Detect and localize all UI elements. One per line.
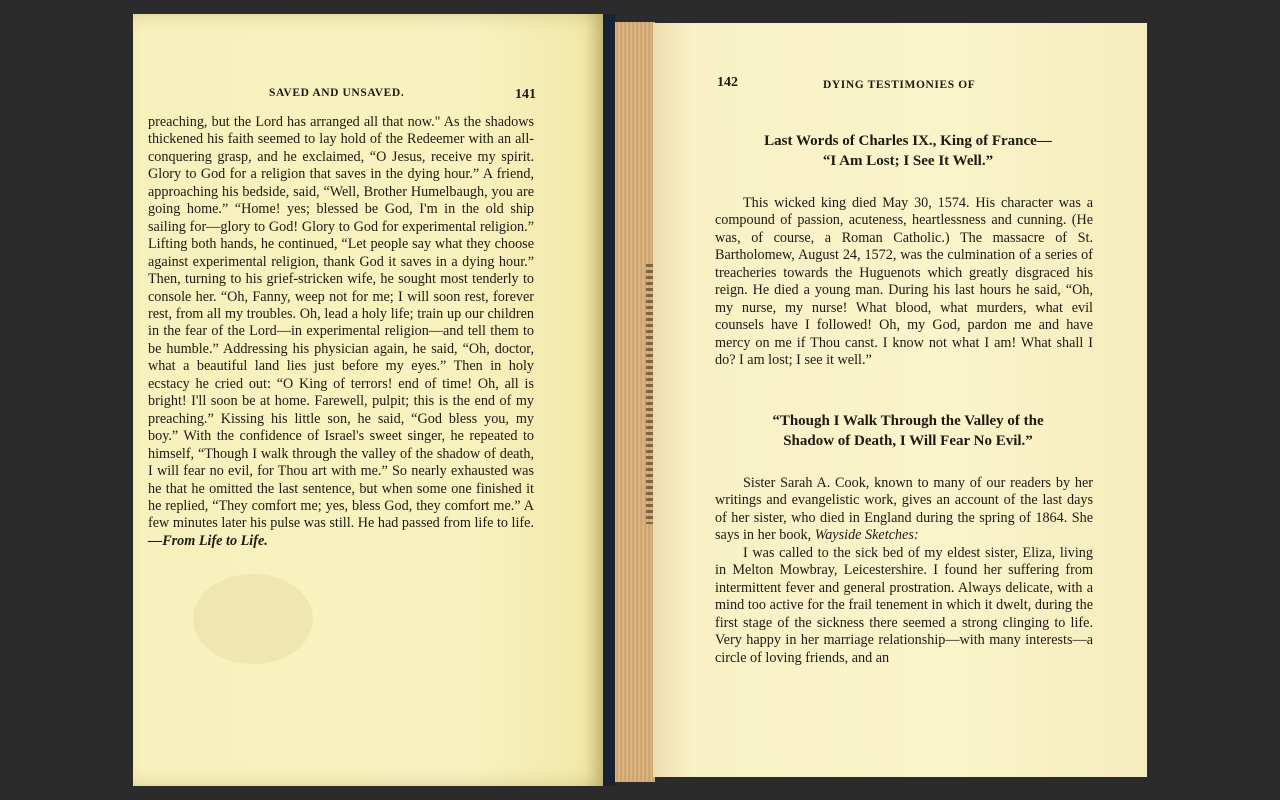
left-body-paragraph: preaching, but the Lord has arranged all that now." As the shadows thickened his faith seemed to lay hold of the Redeemer with an all-conquering grasp, and he exclaimed, “O Jesus, receive my spirit. Glory to God for a religion that saves in the dying hour.” A friend, approaching his bedside, said, “Well, Brother Humelbaugh, you are going home.” “Home! yes; blessed be God, I'm in the old ship sailing for—glory to God! Glory to God for experimental religion.” Lifting both hands, he continued, “Let people say what they choose against experimental religion, thank God it saves in a dying hour.” Then, turning to his grief-stricken wife, he sought most tenderly to console her. “Oh, Fanny, weep not for me; I will soon rest, forever rest, from all my troubles. Oh, lead a holy life; train up our children in the fear of the Lord—in experimental religion—and tell them to be humble.” Addressing his physician again, he said, “Oh, doctor, what a beautiful land lies just before my eyes.” Then in holy ecstacy he cried out: “O King of terrors! end of time! Oh, all is bright! I'll soon be at home. Farewell, pulpit; this is the end of my preaching.” Kissing his little son, he said, “God bless you, my boy.” With the confidence of Israel's sweet singer, he repeated to himself, “Though I walk through the valley of the shadow of death, I will fear no evil, for Thou art with me.” So nearly exhausted was he that he omitted the last sentence, but when some one finished it he replied, “They comfort me; yes, bless God, they comfort me.” A few minutes later his pulse was still. He had passed from life to life. (148, 114, 534, 532)
right-page (653, 23, 1147, 777)
left-body-text (148, 114, 534, 550)
right-paragraph-2 (715, 475, 1093, 667)
paragraph-eliza: I was called to the sick bed of my eldest sister, Eliza, living in Melton Mowbray, Leicestershire. I found her suffering from intermittent fever and general prostration. Always delicate, with a mind too active for the frail tenement in which it dwelt, during the first stage of the sickness there seemed a strong clinging to life. Very happy in her marriage relationship—with many interests—a circle of loving friends, and an (715, 544, 1093, 666)
section-heading-2 (693, 411, 1123, 451)
left-running-head: SAVED AND UNSAVED. (269, 87, 405, 99)
heading-2-line-2: Shadow of Death, I Will Fear No Evil.” (783, 433, 1033, 449)
right-running-head: DYING TESTIMONIES OF (823, 79, 976, 91)
source-citation: —From Life to Life. (148, 532, 268, 549)
heading-1-line-1: Last Words of Charles IX., King of France— (764, 133, 1052, 149)
paragraph-sarah-cook: Sister Sarah A. Cook, known to many of our readers by her writings and evangelistic work, gives an account of the last days of her sister, who died in England during the spring of 1864. She says in her book, (715, 475, 1093, 544)
right-page-number: 142 (717, 75, 738, 90)
heading-1-line-2: “I Am Lost; I See It Well.” (822, 153, 994, 169)
heading-2-line-1: “Though I Walk Through the Valley of the (772, 413, 1044, 429)
right-paragraph-1 (715, 195, 1093, 370)
left-page (133, 14, 613, 786)
open-book (133, 14, 1147, 786)
section-heading-1 (693, 131, 1123, 171)
paragraph-charles-ix: This wicked king died May 30, 1574. His character was a compound of passion, acuteness, heartlessness and cunning. (He was, of course, a Roman Catholic.) The massacre of St. Bartholomew, August 24, 1572, was the culmination of a series of treacheries towards the Huguenots which greatly disgraced his reign. He died a young man. During his last hours he said, “Oh, my nurse, my nurse! What blood, what murders, what evil counsels have I followed! Oh, my God, pardon me and have mercy on me if Thou canst. I know not what I am! What shall I do? I am lost; I see it well.” (715, 195, 1093, 369)
left-page-number: 141 (515, 87, 536, 102)
book-title: Wayside Sketches: (814, 527, 919, 544)
book-spine (603, 14, 615, 786)
paper-stain (193, 574, 313, 664)
